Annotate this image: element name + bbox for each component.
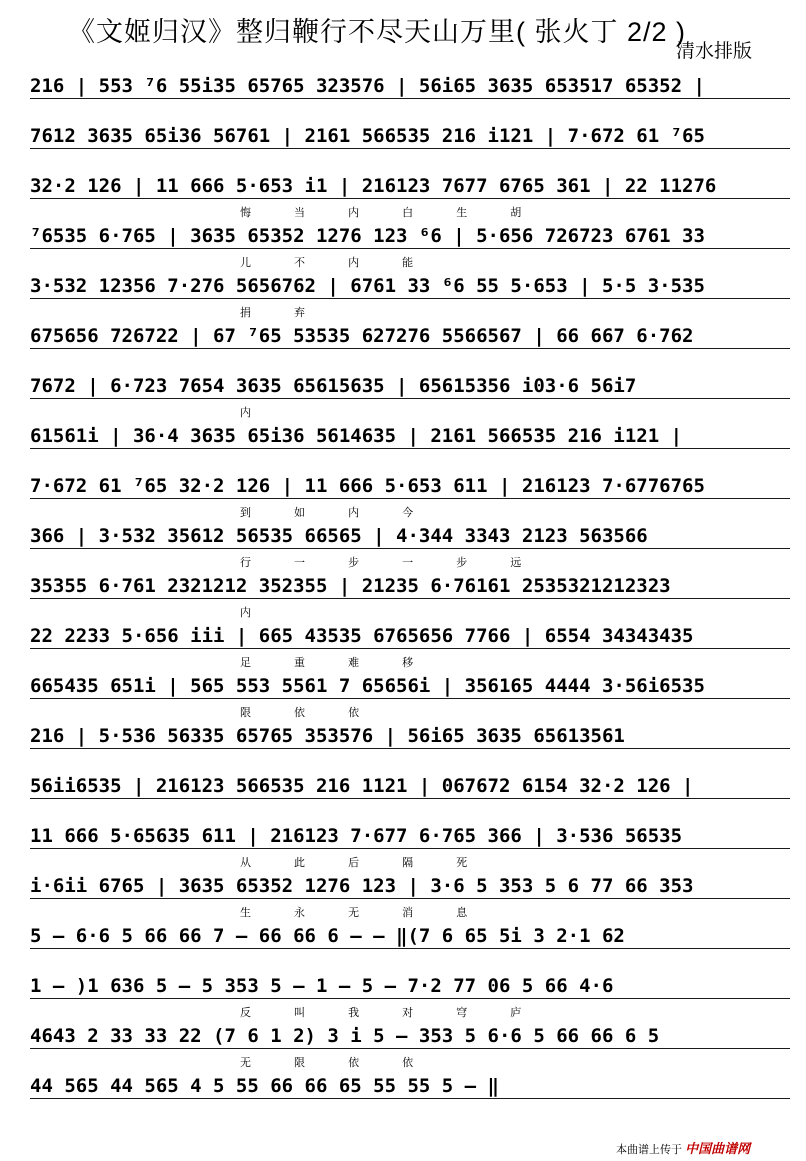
score-line xyxy=(30,1024,790,1074)
beam-underline xyxy=(30,698,790,700)
beam-underline xyxy=(30,598,790,600)
beam-underline xyxy=(30,248,790,250)
beam-underline xyxy=(30,98,790,100)
notation-text: 366 | 3·532 35612 56535 66565 | 4·344 3343 2123 563566 xyxy=(30,525,648,547)
beam-underline xyxy=(30,748,790,750)
notation-text: 7672 | 6·723 7654 3635 65615635 | 65615356 i03·6 56i7 xyxy=(30,375,637,397)
score-line xyxy=(30,774,790,824)
notation-text: 216 | 553 ⁷6 55i35 65765 323576 | 56i65 3635 653517 65352 | xyxy=(30,75,705,97)
notation-text: i·6ii 6765 | 3635 65352 1276 123 | 3·6 5 353 5 6 77 66 353 xyxy=(30,875,694,897)
lyrics-text: 内 xyxy=(240,607,251,619)
beam-underline xyxy=(30,398,790,400)
score-line xyxy=(30,374,790,424)
score-line xyxy=(30,974,790,1024)
page-title: 《文姬归汉》整归鞭行不尽天山万里( 张火丁 2/2 ) xyxy=(68,17,687,47)
beam-underline xyxy=(30,848,790,850)
arranger-credit: 清水排版 xyxy=(676,41,753,62)
beam-underline xyxy=(30,298,790,300)
score-line xyxy=(30,74,790,124)
score-line xyxy=(30,324,790,374)
notation-text: 7·672 61 ⁷65 32·2 126 | 11 666 5·653 611 | 216123 7·6776765 xyxy=(30,475,705,497)
score-line xyxy=(30,274,790,324)
beam-underline xyxy=(30,998,790,1000)
notation-text: 7612 3635 65i36 56761 | 2161 566535 216 i121 | 7·672 61 ⁷65 xyxy=(30,125,705,147)
beam-underline xyxy=(30,548,790,550)
lyrics-text: 悔 当 内 白 生 胡 xyxy=(240,207,522,219)
score-line xyxy=(30,424,790,474)
lyrics-text: 无 限 依 依 xyxy=(240,1057,414,1069)
score-line xyxy=(30,174,790,224)
notation-text: 3·532 12356 7·276 5656762 | 6761 33 ⁶6 55 5·653 | 5·5 3·535 xyxy=(30,275,705,297)
score-line xyxy=(30,574,790,624)
lyrics-text: 行 一 步 一 步 远 xyxy=(240,557,522,569)
notation-text: ⁷6535 6·765 | 3635 65352 1276 123 ⁶6 | 5·656 726723 6761 33 xyxy=(30,225,705,247)
notation-text: 61561i | 36·4 3635 65i36 5614635 | 2161 566535 216 i121 | xyxy=(30,425,683,447)
notation-text: 216 | 5·536 56335 65765 353576 | 56i65 3635 65613561 xyxy=(30,725,625,747)
score-line xyxy=(30,524,790,574)
notation-text: 32·2 126 | 11 666 5·653 i1 | 216123 7677 6765 361 | 22 11276 xyxy=(30,175,717,197)
footer xyxy=(616,1138,750,1157)
beam-underline xyxy=(30,1048,790,1050)
site-logo-text: 中国曲谱网 xyxy=(685,1141,751,1156)
lyrics-text: 从 此 后 隔 死 xyxy=(240,857,468,869)
notation-text: 22 2233 5·656 iii | 665 43535 6765656 7766 | 6554 34343435 xyxy=(30,625,694,647)
lyrics-text: 反 叫 我 对 穹 庐 xyxy=(240,1007,522,1019)
score-line xyxy=(30,874,790,924)
score-line xyxy=(30,674,790,724)
notation-text: 11 666 5·65635 611 | 216123 7·677 6·765 366 | 3·536 56535 xyxy=(30,825,683,847)
lyrics-text: 捐 弃 xyxy=(240,307,306,319)
score-line xyxy=(30,824,790,874)
notation-text: 665435 651i | 565 553 5561 7 65656i | 356165 4444 3·56i6535 xyxy=(30,675,705,697)
notation-text: 4643 2 33 33 22 (7 6 1 2) 3 i 5 – 353 5 6·6 5 66 66 6 5 xyxy=(30,1025,660,1047)
lyrics-text: 生 永 无 消 息 xyxy=(240,907,468,919)
beam-underline xyxy=(30,948,790,950)
beam-underline xyxy=(30,798,790,800)
lyrics-text: 儿 不 内 能 xyxy=(240,257,414,269)
lyrics-text: 足 重 难 移 xyxy=(240,657,414,669)
score-line xyxy=(30,474,790,524)
beam-underline xyxy=(30,498,790,500)
beam-underline xyxy=(30,348,790,350)
footer-text: 本曲谱上传于 xyxy=(616,1144,682,1156)
score-line xyxy=(30,624,790,674)
beam-underline xyxy=(30,448,790,450)
score-line xyxy=(30,924,790,974)
score-line xyxy=(30,724,790,774)
lyrics-text: 内 xyxy=(240,407,251,419)
notation-text: 1 – )1 636 5 – 5 353 5 – 1 – 5 – 7·2 77 06 5 66 4·6 xyxy=(30,975,614,997)
lyrics-text: 到 如 内 今 xyxy=(240,507,414,519)
beam-underline xyxy=(30,898,790,900)
notation-text: 5 – 6·6 5 66 66 7 – 66 66 6 – – ‖(7 6 65 5i 3 2·1 62 xyxy=(30,925,625,947)
notation-text: 56ii6535 | 216123 566535 216 1121 | 067672 6154 32·2 126 | xyxy=(30,775,694,797)
score-line xyxy=(30,224,790,274)
notation-text: 44 565 44 565 4 5 55 66 66 65 55 55 5 – ‖ xyxy=(30,1075,499,1097)
lyrics-text: 限 依 依 xyxy=(240,707,360,719)
beam-underline xyxy=(30,148,790,150)
score-line xyxy=(30,1074,790,1124)
notation-text: 35355 6·761 2321212 352355 | 21235 6·76161 2535321212323 xyxy=(30,575,671,597)
beam-underline xyxy=(30,1098,790,1100)
beam-underline xyxy=(30,198,790,200)
beam-underline xyxy=(30,648,790,650)
notation-text: 675656 726722 | 67 ⁷65 53535 627276 5566567 | 66 667 6·762 xyxy=(30,325,694,347)
score-line xyxy=(30,124,790,174)
